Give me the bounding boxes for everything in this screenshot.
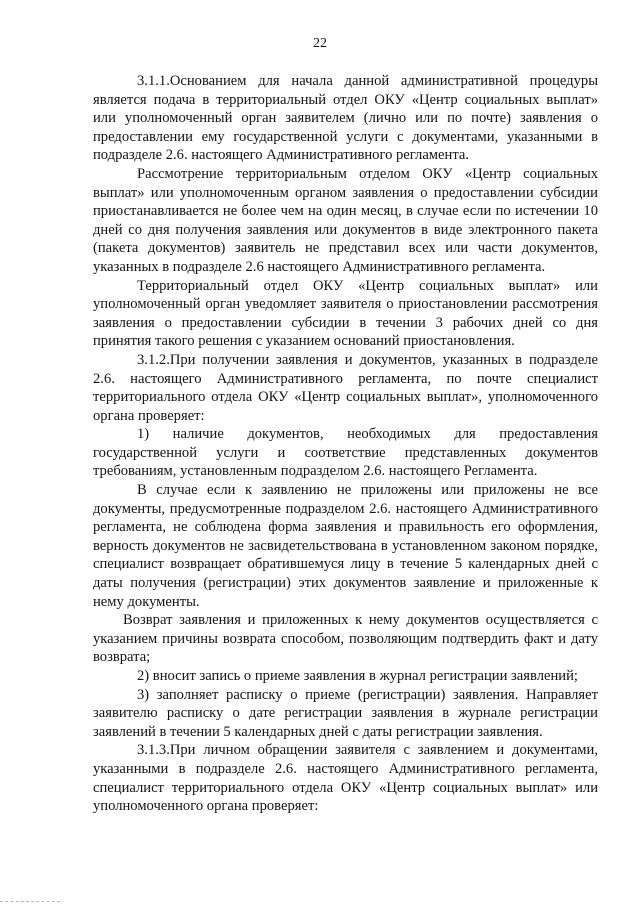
paragraph-3-1-1: 3.1.1.Основанием для начала данной административной процедуры является подача в территориальный отдел ОКУ «Центр социальных выплат» или уполномоченный орган заявителем (лично или по почте) заявления о предоставлении ему государственной услуги с документами, указанными в подразделе 2.6. настоящего Административного регламента. [93, 73, 598, 164]
paragraph-3-1-2: 3.1.2.При получении заявления и документов, указанных в подразделе 2.6. настоящего Административного регламента, по почте специалист территориального отдела ОКУ «Центр социальных выплат», уполномоченного органа проверяет: [93, 351, 598, 424]
document-body [93, 72, 598, 816]
paragraph-check-item-1: 1) наличие документов, необходимых для предоставления государственной услуги и соответствие представленных документов требованиям, установленным подразделом 2.6. настоящего Регламента. [93, 426, 598, 480]
page-number: 22 [313, 36, 327, 51]
paragraph-notification: Территориальный отдел ОКУ «Центр социальных выплат» или уполномоченный орган уведомляет заявителя о приостановлении рассмотрения заявления о предоставлении субсидии в течении 3 рабочих дней со дня принятия такого решения с указанием оснований приостановления. [93, 277, 598, 350]
paragraph-suspension: Рассмотрение территориальным отделом ОКУ «Центр социальных выплат» или уполномоченным органом заявления о предоставлении субсидии приостанавливается не более чем на один месяц, в случае если по истечении 10 дней со дня получения заявления или документов в виде электронного пакета (пакета документов) заявитель не представил всех или части документов, указанных в подразделе 2.6 настоящего Административного регламента. [93, 165, 598, 275]
paragraph-return-case: В случае если к заявлению не приложены или приложены не все документы, предусмотренные подразделом 2.6. настоящего Административного регламента, не соблюдена форма заявления и правильность его оформления, верность документов не засвидетельствована в установленном законом порядке, специалист возвращает обратившемуся лицу в течение 5 календарных дней с даты получения (регистрации) этих документов заявление и приложенные к нему документы. [93, 482, 598, 610]
paragraph-check-item-2: 2) вносит запись о приеме заявления в журнал регистрации заявлений; [137, 668, 578, 684]
paragraph-return-method: Возврат заявления и приложенных к нему документов осуществляется с указанием причины возврата способом, позволяющим подтвердить факт и дату возврата; [93, 612, 598, 666]
paragraph-check-item-3: 3) заполняет расписку о приеме (регистрации) заявления. Направляет заявителю расписку о дате регистрации заявления в журнале регистрации заявлений в течении 5 календарных дней с даты регистрации заявления. [93, 686, 598, 740]
scan-edge-mark [0, 901, 60, 903]
paragraph-3-1-3: 3.1.3.При личном обращении заявителя с заявлением и документами, указанными в подразделе 2.6. настоящего Административного регламента, специалист территориального отдела ОКУ «Центр социальных выплат» или уполномоченного органа проверяет: [93, 742, 598, 815]
